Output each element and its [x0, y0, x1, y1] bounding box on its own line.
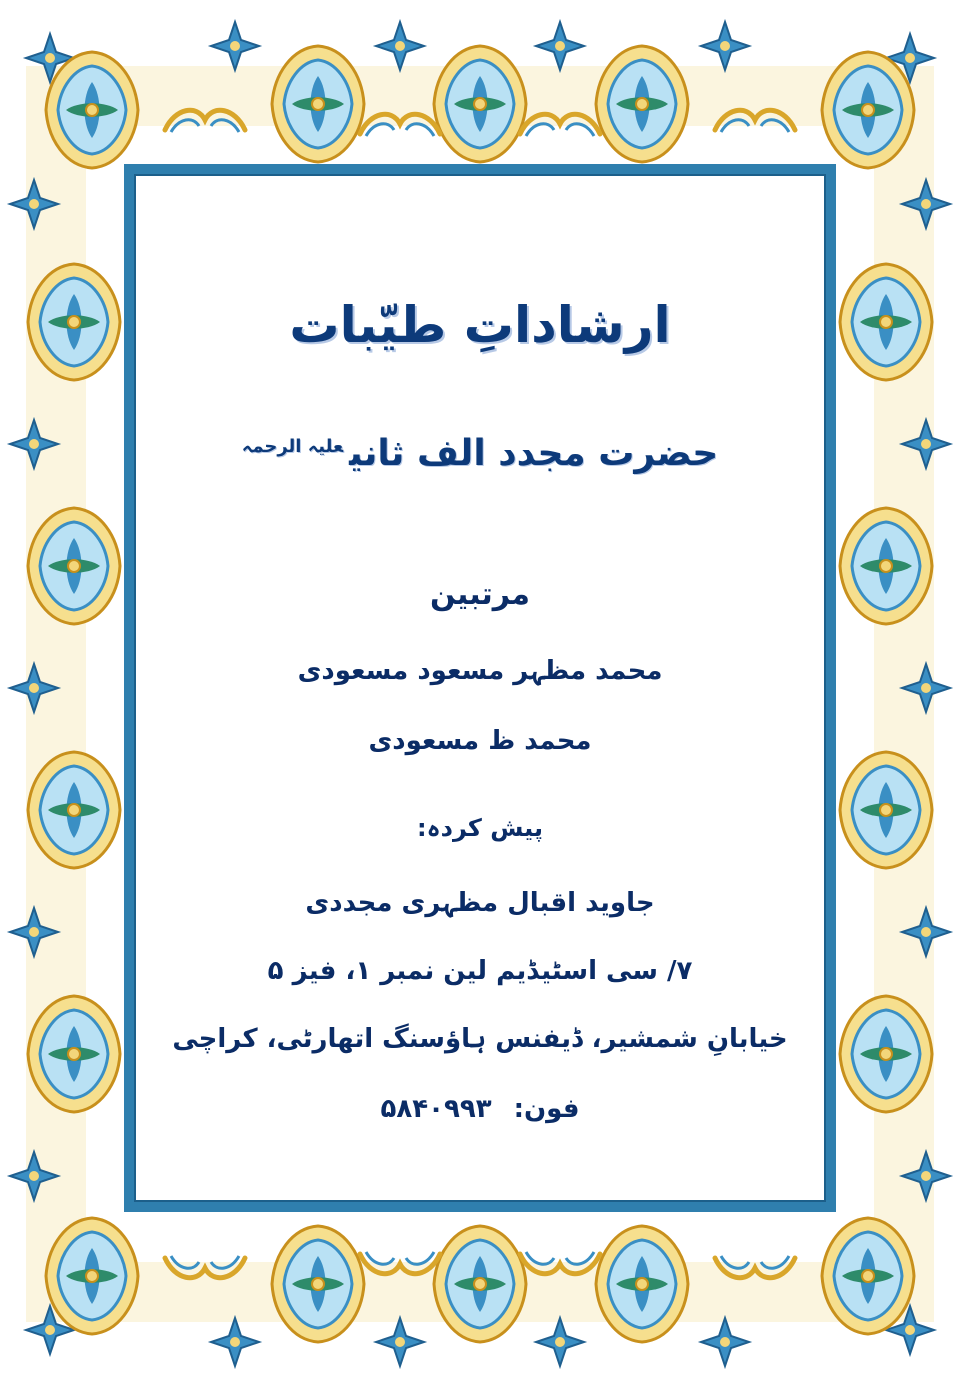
presented-by-label: پیش کردہ: [417, 814, 543, 842]
title-page-content [134, 174, 826, 1202]
phone-number: ۵۸۴۰۹۹۳ [380, 1094, 492, 1124]
phone-line [134, 1096, 826, 1122]
author-line [134, 433, 826, 474]
presenter-name: جاوید اقبال مظہری مجددی [305, 888, 655, 918]
compiler-name: محمد مظہر مسعود مسعودی [297, 656, 663, 686]
title-page-panel [124, 164, 836, 1212]
author-name: حضرت مجدد الف ثانی [349, 433, 719, 474]
address-line: ۷/ سی اسٹیڈیم لین نمبر ۱، فیز ۵ [267, 956, 693, 986]
book-title: ارشاداتِ طیّبات [289, 296, 671, 354]
address-line: خیابانِ شمشیر، ڈیفنس ہاؤسنگ اتھارٹی، کراچی [172, 1024, 788, 1054]
phone-label: فون: [513, 1094, 580, 1124]
compiler-name: محمد ظ مسعودی [368, 726, 592, 756]
author-honorific: علیہ الرحمہ [241, 436, 344, 457]
compilers-label: مرتبین [430, 577, 530, 612]
